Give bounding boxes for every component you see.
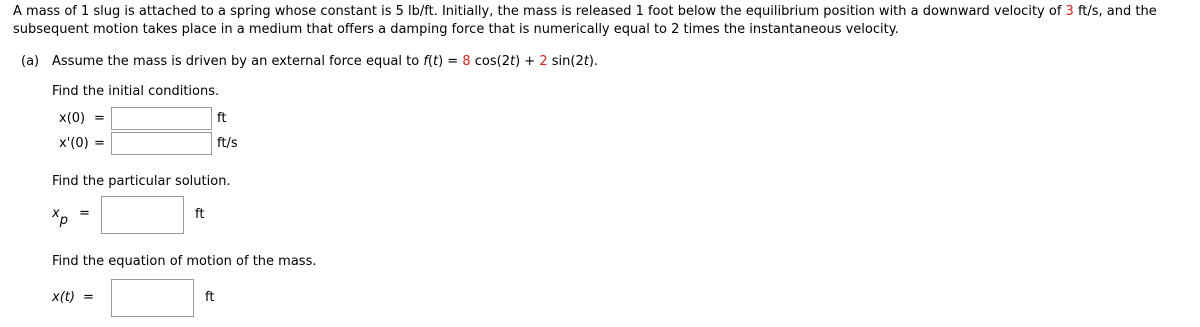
- v0-input[interactable]: [111, 132, 212, 155]
- particular-solution-input[interactable]: [101, 196, 184, 234]
- highlighted-cos-coefficient: 8: [462, 54, 471, 69]
- v0-unit: ft/s: [217, 136, 238, 151]
- xp-label: [52, 206, 68, 228]
- equation-of-motion-heading: Find the equation of motion of the mass.: [52, 254, 317, 269]
- part-a-label: (a): [21, 54, 40, 69]
- xp-x: x: [52, 206, 60, 221]
- sin-term: sin(2: [547, 54, 584, 69]
- var-t: t: [432, 54, 439, 69]
- problem-text-tail: ft/s, and the: [1073, 4, 1157, 19]
- particular-solution-heading: Find the particular solution.: [52, 174, 231, 189]
- x0-equals: =: [94, 111, 105, 126]
- xp-equals: =: [79, 206, 90, 221]
- problem-text: A mass of 1 slug is attached to a spring whose constant is 5 lb/ft. Initially, the mass is released 1 foot below the equilibrium position with a downward velocity of: [13, 4, 1066, 19]
- paren: ): [515, 54, 521, 69]
- paren: ).: [588, 54, 599, 69]
- highlighted-sin-coefficient: 2: [539, 54, 548, 69]
- problem-statement-line-2: subsequent motion takes place in a medium that offers a damping force that is numerically equal to 2 times the instantaneous velocity.: [13, 22, 899, 37]
- paren: (: [427, 54, 433, 69]
- v0-label: x'(0): [59, 136, 89, 151]
- var-t: t: [509, 54, 516, 69]
- part-a-statement: [52, 54, 598, 69]
- part-a-text: Assume the mass is driven by an external force equal to: [52, 54, 424, 69]
- particular-unit: ft: [195, 207, 205, 222]
- problem-statement-line-1: [13, 4, 1157, 19]
- motion-unit: ft: [205, 290, 215, 305]
- plus-sign: +: [520, 54, 540, 69]
- xt-equals: =: [83, 290, 94, 305]
- xp-subscript: p: [59, 213, 68, 228]
- x0-label: x(0): [59, 111, 86, 126]
- equals-sign: =: [443, 54, 463, 69]
- equation-of-motion-input[interactable]: [111, 279, 194, 317]
- var-t: t: [583, 54, 589, 69]
- xt-label: x(t): [52, 290, 75, 305]
- cos-term: cos(2: [470, 54, 510, 69]
- v0-equals: =: [94, 136, 105, 151]
- force-function-name: f: [423, 54, 428, 69]
- highlighted-velocity-value: 3: [1065, 4, 1074, 19]
- initial-conditions-heading: Find the initial conditions.: [52, 84, 220, 99]
- x0-unit: ft: [217, 111, 227, 126]
- paren: ): [438, 54, 444, 69]
- x0-input[interactable]: [111, 107, 212, 130]
